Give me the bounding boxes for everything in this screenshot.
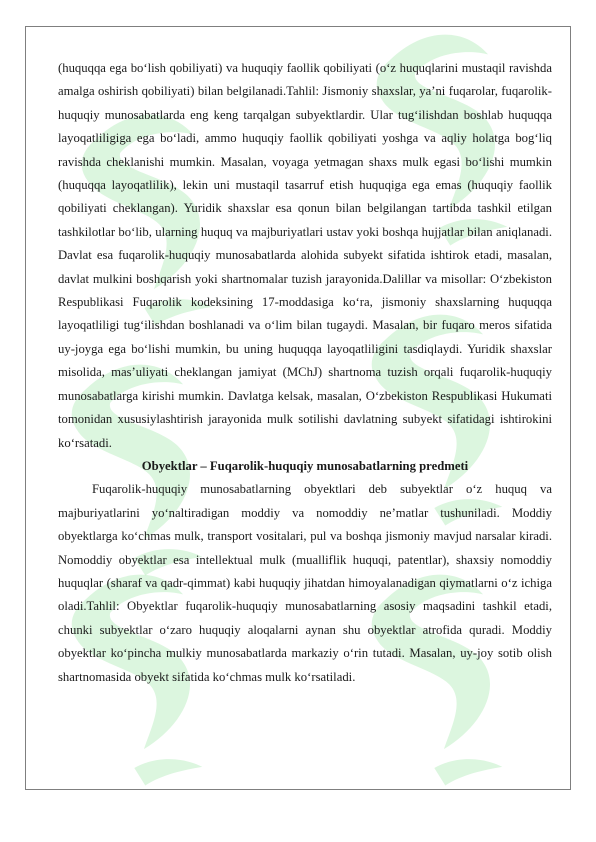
body-paragraph: (huquqqa ega bo‘lish qobiliyati) va huquqiy faollik qobiliyati (o‘z huquqlarini mustaqil ravishda amalga oshirish qobiliyati) bilan belgilanadi.Tahlil: Jismoniy shaxslar, ya’ni fuqarolar, fuqarolik-huquqiy munosabatlarda eng keng tarqalgan subyektlardir. Ular tug‘ilishdan boshlab huquqqa layoqatliligiga ega bo‘ladi, ammo huquqiy faollik qobiliyati yoshga va aqliy holatga bog‘liq ravishda cheklanishi mumkin. Masalan, voyaga yetmagan shaxs mulk egasi bo‘lishi mumkin (huquqqa layoqatlilik), lekin uni mustaqil tasarruf etish huquqiga ega emas (huquqiy faollik qobiliyati cheklangan). Yuridik shaxslar esa qonun bilan belgilangan tartibda tashkil etilgan tashkilotlar bo‘lib, ularning huquq va majburiyatlari ustav yoki boshqa hujjatlar bilan aniqlanadi. Davlat esa fuqarolik-huquqiy munosabatlarda alohida subyekt sifatida ishtirok etadi, masalan, davlat mulkini boshqarish yoki shartnomalar tuzish jarayonida.Dalillar va misollar: O‘zbekiston Respublikasi Fuqarolik kodeksining 17-moddasiga ko‘ra, jismoniy shaxslarning huquqqa layoqatliligi tug‘ilishdan boshlanadi va o‘lim bilan tugaydi. Masalan, bir fuqaro meros sifatida uy-joyga ega bo‘lishi mumkin, bu uning huquqqa layoqatliligini tasdiqlaydi. Yuridik shaxslar misolida, mas’uliyati cheklangan jamiyat (MChJ) shartnoma tuzish orqali fuqarolik-huquqiy munosabatlarga kirishi mumkin. Davlatga kelsak, masalan, O‘zbekiston Respublikasi Hukumati tomonidan xususiylashtirish jarayonida mulk sotilishi davlatning subyekt sifatidagi ishtirokini ko‘rsatadi.: [58, 61, 552, 450]
body-paragraph: Fuqarolik-huquqiy munosabatlarning obyektlari deb subyektlar o‘z huquq va majburiyatlarini yo‘naltiradigan moddiy va nomoddiy ne’matlar tushuniladi. Moddiy obyektlarga ko‘chmas mulk, transport vositalari, pul va boshqa jismoniy mavjud narsalar kiradi. Nomoddiy obyektlar esa intellektual mulk (mualliflik huquqi, patentlar), shaxsiy nomoddiy huquqlar (sharaf va qadr-qimmat) kabi huquqiy jihatdan himoyalanadigan qiymatlarni o‘z ichiga oladi.Tahlil: Obyektlar fuqarolik-huquqiy munosabatlarning asosiy maqsadini tashkil etadi, chunki subyektlar o‘zaro huquqiy aloqalarni aynan shu obyektlar atrofida quradi. Moddiy obyektlar ko‘pincha mulkiy munosabatlarda markaziy o‘rin tutadi. Masalan, uy-joy sotib olish shartnomasida obyekt sifatida ko‘chmas mulk ko‘rsatiladi.: [58, 482, 552, 684]
section-heading: Obyektlar – Fuqarolik-huquqiy munosabatlarning predmeti: [141, 458, 469, 473]
document-body: [58, 57, 552, 689]
